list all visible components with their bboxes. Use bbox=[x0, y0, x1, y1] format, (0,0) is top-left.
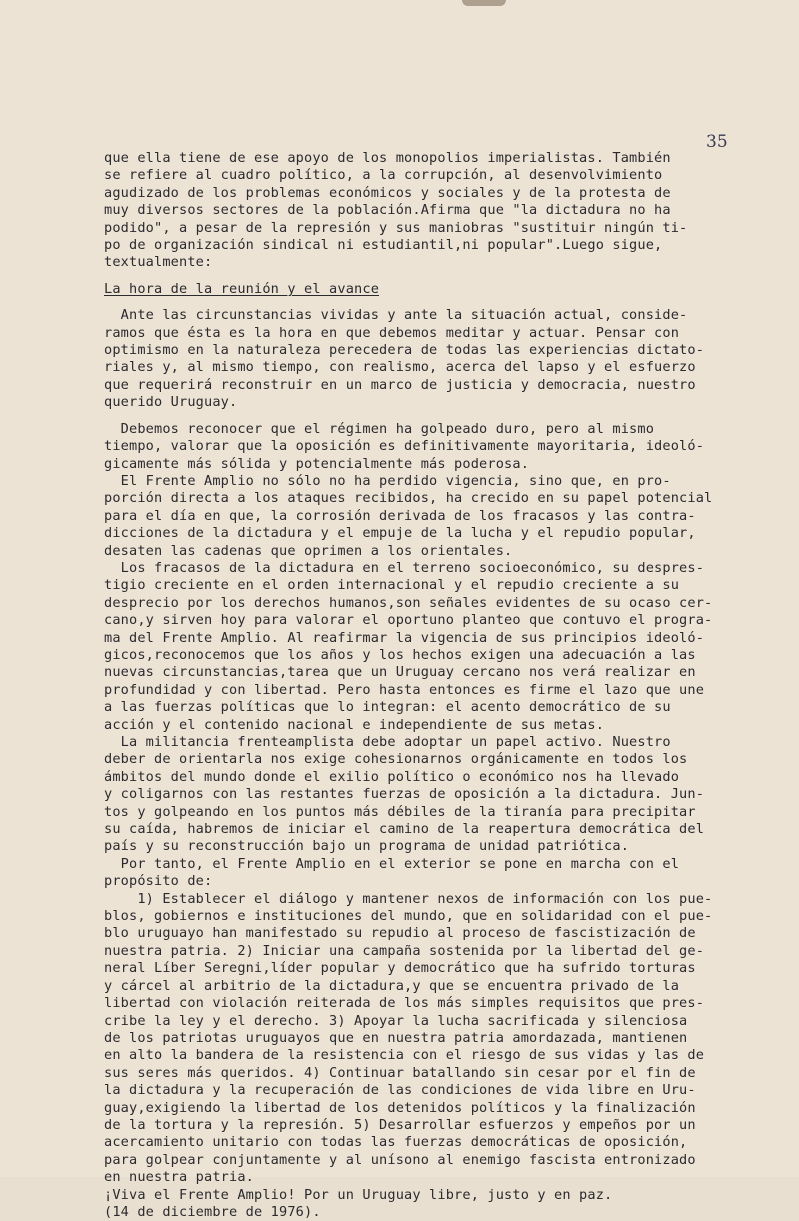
text-line: la dictadura y la recuperación de las condiciones de vida libre en Uru- bbox=[104, 1082, 696, 1099]
text-line: guay,exigiendo la libertad de los detenidos políticos y la finalización bbox=[104, 1099, 696, 1116]
text-line: textualmente: bbox=[104, 254, 213, 271]
text-line: optimismo en la naturaleza perecedera de todas las experiencias dictato- bbox=[104, 342, 705, 359]
text-line: cano,y sirven hoy para valorar el oportuno planteo que contuvo el progra- bbox=[104, 612, 713, 629]
text-line: agudizado de los problemas económicos y sociales y de la protesta de bbox=[104, 184, 671, 201]
text-line: que requerirá reconstruir en un marco de justicia y democracia, nuestro bbox=[104, 376, 696, 393]
document-body bbox=[104, 150, 744, 1221]
text-line: desaten las cadenas que oprimen a los orientales. bbox=[104, 542, 513, 559]
text-line: muy diversos sectores de la población.Afirma que "la dictadura no ha bbox=[104, 202, 671, 219]
text-line: deber de orientarla nos exige cohesionarnos orgánicamente en todos los bbox=[104, 751, 688, 768]
text-line: de la tortura y la represión. 5) Desarrollar esfuerzos y empeños por un bbox=[104, 1116, 696, 1133]
text-line: profundidad y con libertad. Pero hasta entonces es firme el lazo que une bbox=[104, 681, 705, 698]
text-line: tos y golpeando en los puntos más débiles de la tiranía para precipitar bbox=[104, 803, 696, 820]
text-line: acercamiento unitario con todas las fuerzas democráticas de oposición, bbox=[104, 1134, 688, 1151]
text-line: libertad con violación reiterada de los más simples requisitos que pres- bbox=[104, 995, 705, 1012]
page-number: 35 bbox=[706, 132, 728, 152]
text-line: propósito de: bbox=[104, 873, 213, 890]
text-line: querido Uruguay. bbox=[104, 394, 238, 411]
text-line: país y su reconstrucción bajo un programa de unidad patriótica. bbox=[104, 838, 630, 855]
text-line: que ella tiene de ese apoyo de los monopolios imperialistas. También bbox=[104, 150, 671, 166]
text-line: Debemos reconocer que el régimen ha golpeado duro, pero al mismo bbox=[104, 420, 655, 437]
section-heading: La hora de la reunión y el avance bbox=[104, 280, 380, 297]
text-line: ¡Viva el Frente Amplio! Por un Uruguay libre, justo y en paz. bbox=[104, 1186, 613, 1203]
text-line: blo uruguayo han manifestado su repudio al proceso de fascistización de bbox=[104, 925, 696, 942]
text-line: riales y, al mismo tiempo, con realismo, acerca del lapso y el esfuerzo bbox=[104, 359, 696, 376]
text-line: dicciones de la dictadura y el empuje de la lucha y el repudio popular, bbox=[104, 525, 696, 542]
text-line: blos, gobiernos e instituciones del mundo, que en solidaridad con el pue- bbox=[104, 908, 713, 925]
text-line: El Frente Amplio no sólo no ha perdido vigencia, sino que, en pro- bbox=[104, 472, 671, 489]
text-line: La militancia frenteamplista debe adoptar un papel activo. Nuestro bbox=[104, 734, 671, 750]
text-line: acción y el contenido nacional e independiente de sus metas. bbox=[104, 716, 605, 733]
text-line: po de organización sindical ni estudiantil,ni popular".Luego sigue, bbox=[104, 237, 663, 254]
text-line: y coligarnos con las restantes fuerzas de oposición a la dictadura. Jun- bbox=[104, 786, 705, 803]
text-line: nuevas circunstancias,tarea que un Uruguay cercano nos verá realizar en bbox=[104, 664, 696, 681]
binding-mark bbox=[462, 0, 506, 6]
text-line: su caída, habremos de iniciar el camino de la reapertura democrática del bbox=[104, 821, 705, 838]
text-line: para el día en que, la corrosión derivada de los fracasos y las contra- bbox=[104, 507, 696, 524]
text-line: sus seres más queridos. 4) Continuar batallando sin cesar por el fin de bbox=[104, 1064, 696, 1081]
text-line: ma del Frente Amplio. Al reafirmar la vigencia de sus principios ideoló- bbox=[104, 629, 705, 646]
text-line: ámbitos del mundo donde el exilio político o económico nos ha llevado bbox=[104, 768, 680, 785]
text-line: Los fracasos de la dictadura en el terreno socioeconómico, su despres- bbox=[104, 559, 705, 576]
text-line: tigio creciente en el orden internacional y el repudio creciente a su bbox=[104, 577, 680, 594]
text-line: en nuestra patria. bbox=[104, 1169, 255, 1186]
text-line: gicamente más sólida y potencialmente más poderosa. bbox=[104, 455, 530, 472]
text-line: a las fuerzas políticas que lo integran: el acento democrático de su bbox=[104, 699, 671, 716]
text-line: porción directa a los ataques recibidos, ha crecido en su papel potencial bbox=[104, 490, 713, 507]
text-line: podido", a pesar de la represión y sus maniobras "sustituir ningún ti- bbox=[104, 219, 688, 236]
text-line: 1) Establecer el diálogo y mantener nexos de información con los pue- bbox=[104, 890, 713, 907]
text-line: de los patriotas uruguayos que en nuestra patria amordazada, mantienen bbox=[104, 1029, 688, 1046]
text-line: en alto la bandera de la resistencia con el riesgo de sus vidas y las de bbox=[104, 1047, 705, 1064]
text-line: (14 de diciembre de 1976). bbox=[104, 1203, 321, 1220]
text-line: ramos que ésta es la hora en que debemos meditar y actuar. Pensar con bbox=[104, 324, 680, 341]
text-line: gicos,reconocemos que los años y los hechos exigen una adecuación a las bbox=[104, 646, 696, 663]
text-line: Por tanto, el Frente Amplio en el exterior se pone en marcha con el bbox=[104, 855, 680, 872]
text-line: Ante las circunstancias vividas y ante la situación actual, conside- bbox=[104, 307, 688, 324]
text-line: neral Líber Seregni,líder popular y democrático que ha sufrido torturas bbox=[104, 960, 696, 977]
text-line: tiempo, valorar que la oposición es definitivamente mayoritaria, ideoló- bbox=[104, 438, 705, 455]
text-line: y cárcel al arbitrio de la dictadura,y que se encuentra privado de la bbox=[104, 977, 680, 994]
text-line: se refiere al cuadro político, a la corrupción, al desenvolvimiento bbox=[104, 167, 663, 184]
text-line: nuestra patria. 2) Iniciar una campaña sostenida por la libertad del ge- bbox=[104, 942, 705, 959]
text-line: desprecio por los derechos humanos,son señales evidentes de su ocaso cer- bbox=[104, 594, 713, 611]
text-line: cribe la ley y el derecho. 3) Apoyar la lucha sacrificada y silenciosa bbox=[104, 1012, 688, 1029]
text-line: para golpear conjuntamente y al unísono al enemigo fascista entronizado bbox=[104, 1151, 696, 1168]
